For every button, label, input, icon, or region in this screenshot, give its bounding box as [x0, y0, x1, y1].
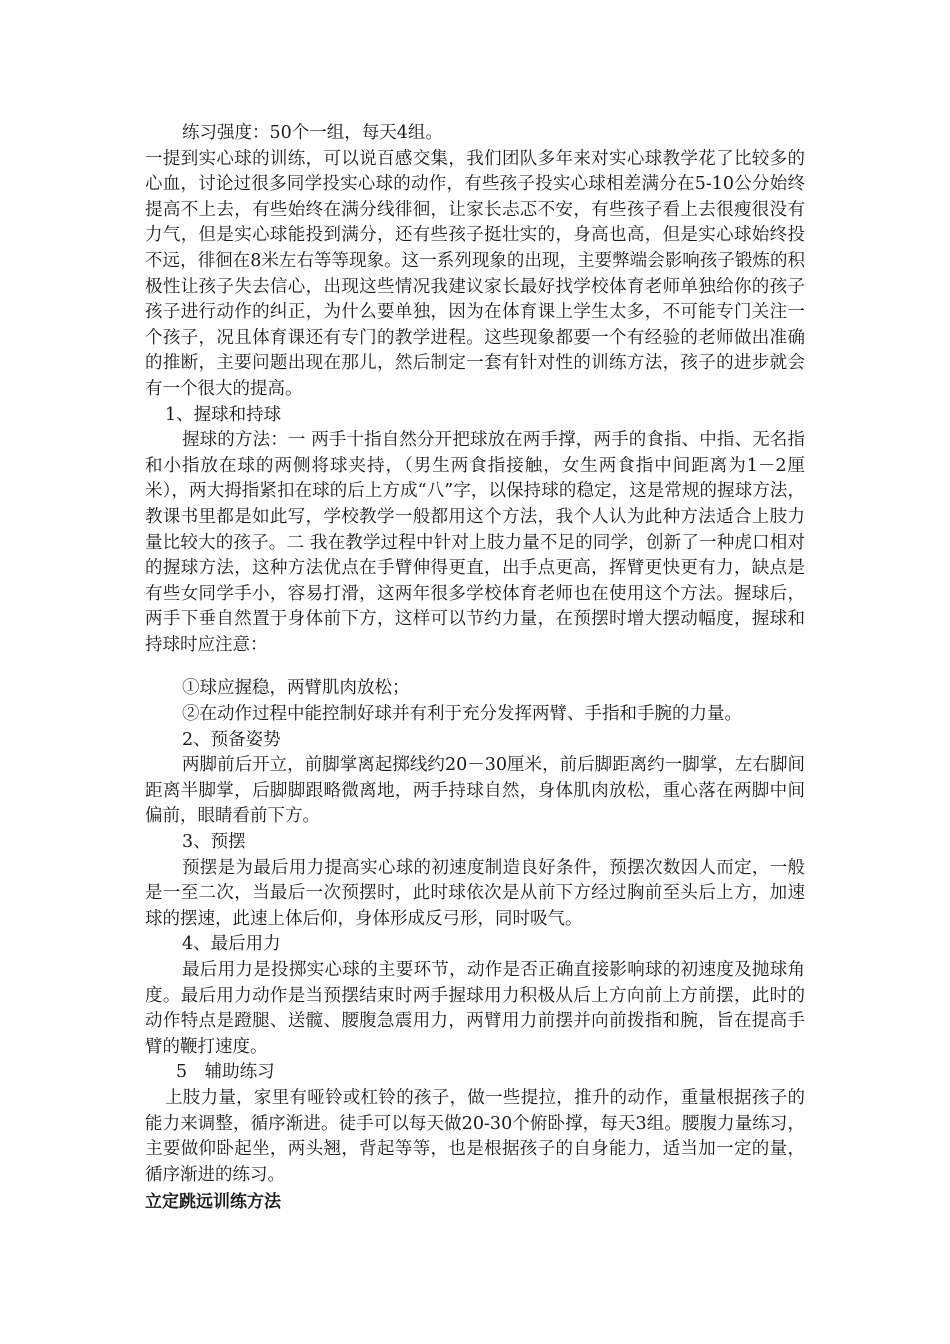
preswing-paragraph: 预摆是为最后用力提高实心球的初速度制造良好条件，预摆次数因人而定，一般是一至二次，当最后一次预摆时，此时球依次是从前下方经过胸前至头后上方，加速球的摆速，此速上体后仰，身体形成反弓形，同时吸气。 [145, 857, 805, 929]
grip-paragraph: 握球的方法：一 两手十指自然分开把球放在两手撑，两手的食指、中指、无名指和小指放在球的两侧将球夹持，（男生两食指接触，女生两食指中间距离为1－2厘米），两大拇指紧扣在球的后上方成“八”字，以保持球的稳定，这是常规的握球方法，教课书里都是如此写，学校教学一般都用这个方法，我个人认为此种方法适合上肢力量比较大的孩子。二 我在教学过程中针对上肢力量不足的同学，创新了一种虎口相对的握球方法，这种方法优点在手臂伸得更直，出手点更高，挥臂更快更有力，缺点是有些女同学手小，容易打滑，这两年很多学校体育老师也在使用这个方法。握球后，两手下垂自然置于身体前下方，这样可以节约力量，在预摆时增大摆动幅度，握球和持球时应注意： [145, 430, 805, 655]
stance-paragraph: 两脚前后开立，前脚掌离起掷线约20－30厘米，前后脚距离约一脚掌，左右脚间距离半脚掌，后脚脚跟略微离地，两手持球自然，身体肌肉放松，重心落在两脚中间偏前，眼睛看前下方。 [145, 755, 805, 827]
grip-note-2: ②在动作过程中能控制好球并有利于充分发挥两臂、手指和手腕的力量。 [182, 704, 742, 725]
section-heading-stance: 2、预备姿势 [182, 729, 281, 750]
grip-note-1: ①球应握稳，两臂肌肉放松； [182, 678, 410, 699]
section-heading-final-force: 4、最后用力 [182, 934, 281, 955]
section-heading-preswing: 3、预摆 [182, 832, 246, 853]
final-force-paragraph: 最后用力是投掷实心球的主要环节，动作是否正确直接影响球的初速度及抛球角度。最后用力动作是当预摆结束时两手握球用力积极从后上方向前上方前摆，此时的动作特点是蹬腿、送髋、腰腹急震用力，两臂用力前摆并向前拨指和腕，旨在提高手臂的鞭打速度。 [145, 960, 805, 1057]
next-section-title: 立定跳远训练方法 [145, 1192, 281, 1213]
intensity-line: 练习强度：50个一组，每天4组。 [182, 123, 443, 143]
aux-paragraph: 上肢力量，家里有哑铃或杠铃的孩子，做一些提拉，推升的动作，重量根据孩子的能力来调整，循序渐进。徒手可以每天做20-30个俯卧撑，每天3组。腰腹力量练习，主要做仰卧起坐，两头翘，背起等等，也是根据孩子的自身能力，适当加一定的量，循序渐进的练习。 [145, 1087, 805, 1185]
intro-paragraph: 一提到实心球的训练，可以说百感交集，我们团队多年来对实心球教学花了比较多的心血，讨论过很多同学投实心球的动作，有些孩子投实心球相差满分在5-10公分始终提高不上去，有些始终在满分线徘徊，让家长忐忑不安，有些孩子看上去很瘦很没有力气，但是实心球能投到满分，还有些孩子挺壮实的，身高也高，但是实心球始终投不远，徘徊在8米左右等等现象。这一系列现象的出现，主要弊端会影响孩子锻炼的积极性让孩子失去信心，出现这些情况我建议家长最好找学校体育老师单独给你的孩子孩子进行动作的纠正，为什么要单独，因为在体育课上学生太多，不可能专门关注一个孩子，况且体育课还有专门的教学进程。这些现象都要一个有经验的老师做出准确的推断，主要问题出现在那儿，然后制定一套有针对性的训练方法，孩子的进步就会有一个很大的提高。 [145, 148, 805, 399]
spacer [145, 658, 805, 676]
section-heading-aux: 5 辅助练习 [176, 1062, 275, 1083]
document-body [145, 121, 805, 1216]
section-heading-grip: 1、握球和持球 [165, 404, 282, 425]
